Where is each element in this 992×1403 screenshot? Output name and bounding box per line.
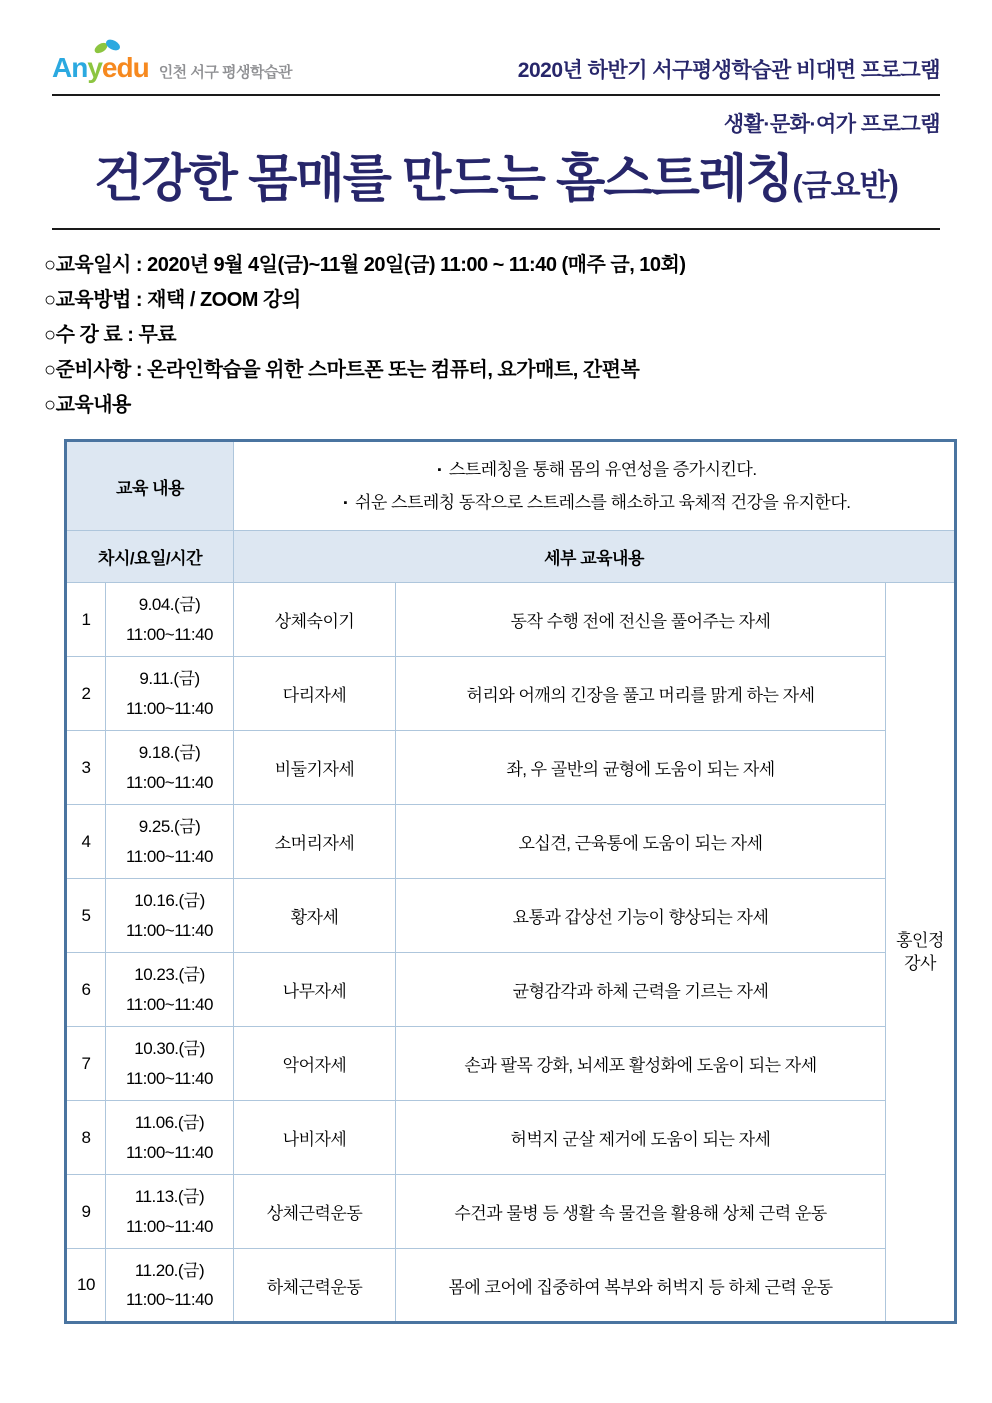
page-title	[0, 146, 992, 212]
category-header: 생활·문화·여가 프로그램	[723, 113, 940, 136]
session-number-cell: 2	[66, 657, 106, 731]
session-number-cell: 5	[66, 879, 106, 953]
table-row	[66, 805, 956, 879]
session-topic-cell: 상체숙이기	[234, 583, 396, 657]
session-detail-cell: 동작 수행 전에 전신을 풀어주는 자세	[396, 583, 886, 657]
session-detail-cell: 손과 팔목 강화, 뇌세포 활성화에 도움이 되는 자세	[396, 1027, 886, 1101]
page-header	[0, 0, 992, 84]
page-title-main: 건강한 몸매를 만드는 홈스트레칭	[94, 150, 793, 207]
session-time: 11:00~11:40	[126, 772, 213, 792]
session-time: 11:00~11:40	[126, 1290, 213, 1310]
session-number-cell: 7	[66, 1027, 106, 1101]
table-row	[66, 731, 956, 805]
session-time: 11:00~11:40	[126, 1216, 213, 1236]
session-date: 9.18.(금)	[138, 743, 201, 763]
session-date: 10.30.(금)	[134, 1039, 205, 1059]
table-row	[66, 583, 956, 657]
session-detail-cell: 요통과 갑상선 기능이 향상되는 자세	[396, 879, 886, 953]
circle-bullet-icon: ○	[44, 394, 56, 417]
session-date-cell	[106, 583, 234, 657]
info-value: 무료	[138, 324, 177, 347]
info-value: 온라인학습을 위한 스마트폰 또는 컴퓨터, 요가매트, 간편복	[147, 359, 640, 382]
session-date: 10.23.(금)	[134, 965, 205, 985]
session-topic-cell: 나무자세	[234, 953, 396, 1027]
logo-text-y: y	[87, 52, 102, 83]
table-row	[66, 657, 956, 731]
session-detail-cell: 허리와 어깨의 긴장을 풀고 머리를 맑게 하는 자세	[396, 657, 886, 731]
info-item-method: ○교육방법 : 재택 / ZOOM 강의	[44, 289, 301, 312]
info-value: 2020년 9월 4일(금)~11월 20일(금) 11:00 ~ 11:40 (매주 금, 10회)	[147, 254, 686, 277]
program-header: 2020년 하반기 서구평생학습관 비대면 프로그램	[517, 59, 940, 82]
info-label: 교육일시	[55, 254, 131, 277]
session-topic-cell: 소머리자세	[234, 805, 396, 879]
overview-bullet-line: ▪ 쉬운 스트레칭 동작으로 스트레스를 해소하고 육체적 건강을 유지한다.	[343, 493, 851, 513]
session-topic-cell: 하체근력운동	[234, 1249, 396, 1323]
session-number-cell: 9	[66, 1175, 106, 1249]
session-number-cell: 6	[66, 953, 106, 1027]
session-time: 11:00~11:40	[126, 1068, 213, 1088]
session-date-cell	[106, 657, 234, 731]
circle-bullet-icon: ○	[44, 324, 56, 347]
info-label: 교육방법	[55, 289, 131, 312]
anyedu-logo	[52, 52, 292, 84]
table-row	[66, 1249, 956, 1323]
session-date-cell	[106, 1101, 234, 1175]
session-date-cell	[106, 953, 234, 1027]
session-time: 11:00~11:40	[126, 994, 213, 1014]
session-date: 11.20.(금)	[134, 1260, 205, 1280]
info-label: 교육내용	[55, 394, 131, 417]
session-detail-cell: 균형감각과 하체 근력을 기르는 자세	[396, 953, 886, 1027]
table-row	[66, 879, 956, 953]
info-item-fee: ○수 강 료 : 무료	[44, 324, 177, 347]
square-bullet-icon: ▪	[343, 497, 347, 510]
logo-text-edu: edu	[101, 52, 149, 83]
instructor-role: 강사	[904, 954, 936, 974]
session-topic-cell: 황자세	[234, 879, 396, 953]
session-date: 11.06.(금)	[134, 1113, 205, 1133]
session-date: 9.11.(금)	[139, 669, 200, 689]
session-topic-cell: 나비자세	[234, 1101, 396, 1175]
session-detail-cell: 좌, 우 골반의 균형에 도움이 되는 자세	[396, 731, 886, 805]
info-value: 재택 / ZOOM 강의	[147, 289, 301, 312]
overview-row	[66, 441, 956, 531]
session-topic-cell: 악어자세	[234, 1027, 396, 1101]
overview-bullet-line: ▪ 스트레칭을 통해 몸의 유연성을 증가시킨다.	[437, 460, 757, 480]
table-row	[66, 1027, 956, 1101]
session-detail-cell: 수건과 물병 등 생활 속 물건을 활용해 상체 근력 운동	[396, 1175, 886, 1249]
info-list	[0, 230, 992, 423]
session-number-cell: 1	[66, 583, 106, 657]
session-detail-cell: 오십견, 근육통에 도움이 되는 자세	[396, 805, 886, 879]
session-number-cell: 8	[66, 1101, 106, 1175]
details-column-header: 세부 교육내용	[234, 531, 956, 583]
info-item-contents	[44, 388, 948, 423]
session-date: 10.16.(금)	[134, 891, 205, 911]
logo-text-an: An	[52, 52, 88, 83]
session-date-cell	[106, 805, 234, 879]
session-number-cell: 4	[66, 805, 106, 879]
session-date-cell	[106, 879, 234, 953]
session-detail-cell: 몸에 코어에 집중하여 복부와 허벅지 등 하체 근력 운동	[396, 1249, 886, 1323]
session-number-cell: 3	[66, 731, 106, 805]
session-time: 11:00~11:40	[126, 920, 213, 940]
square-bullet-icon: ▪	[437, 464, 441, 477]
course-table	[64, 439, 957, 1324]
info-label: 수 강 료	[55, 324, 123, 347]
info-label: 준비사항	[55, 359, 131, 382]
overview-header-cell: 교육 내용	[66, 441, 234, 531]
session-topic-cell: 비둘기자세	[234, 731, 396, 805]
session-date-cell	[106, 1249, 234, 1323]
circle-bullet-icon: ○	[44, 254, 56, 277]
column-header-row	[66, 531, 956, 583]
session-detail-cell: 허벅지 군살 제거에 도움이 되는 자세	[396, 1101, 886, 1175]
info-item-schedule: ○교육일시 : 2020년 9월 4일(금)~11월 20일(금) 11:00 ~ 11:40 (매주 금, 10회)	[44, 254, 686, 277]
schedule-column-header: 차시/요일/시간	[66, 531, 234, 583]
session-topic-cell: 상체근력운동	[234, 1175, 396, 1249]
page-title-suffix: (금요반)	[792, 168, 898, 203]
table-row	[66, 1101, 956, 1175]
session-topic-cell: 다리자세	[234, 657, 396, 731]
info-item-supplies: ○준비사항 : 온라인학습을 위한 스마트폰 또는 컴퓨터, 요가매트, 간편복	[44, 359, 640, 382]
session-date: 9.04.(금)	[138, 595, 201, 615]
overview-bullets-cell	[234, 441, 956, 531]
logo-org-name: 인천 서구 평생학습관	[158, 64, 292, 81]
instructor-cell	[886, 583, 956, 1323]
session-time: 11:00~11:40	[126, 698, 213, 718]
table-row	[66, 953, 956, 1027]
table-row	[66, 1175, 956, 1249]
circle-bullet-icon: ○	[44, 359, 56, 382]
session-date-cell	[106, 731, 234, 805]
session-date-cell	[106, 1027, 234, 1101]
session-date: 9.25.(금)	[138, 817, 201, 837]
session-time: 11:00~11:40	[126, 1142, 213, 1162]
session-number-cell: 10	[66, 1249, 106, 1323]
session-time: 11:00~11:40	[126, 624, 213, 644]
session-time: 11:00~11:40	[126, 846, 213, 866]
session-date-cell	[106, 1175, 234, 1249]
session-date: 11.13.(금)	[134, 1187, 205, 1207]
circle-bullet-icon: ○	[44, 289, 56, 312]
instructor-name: 홍인정	[896, 930, 944, 950]
